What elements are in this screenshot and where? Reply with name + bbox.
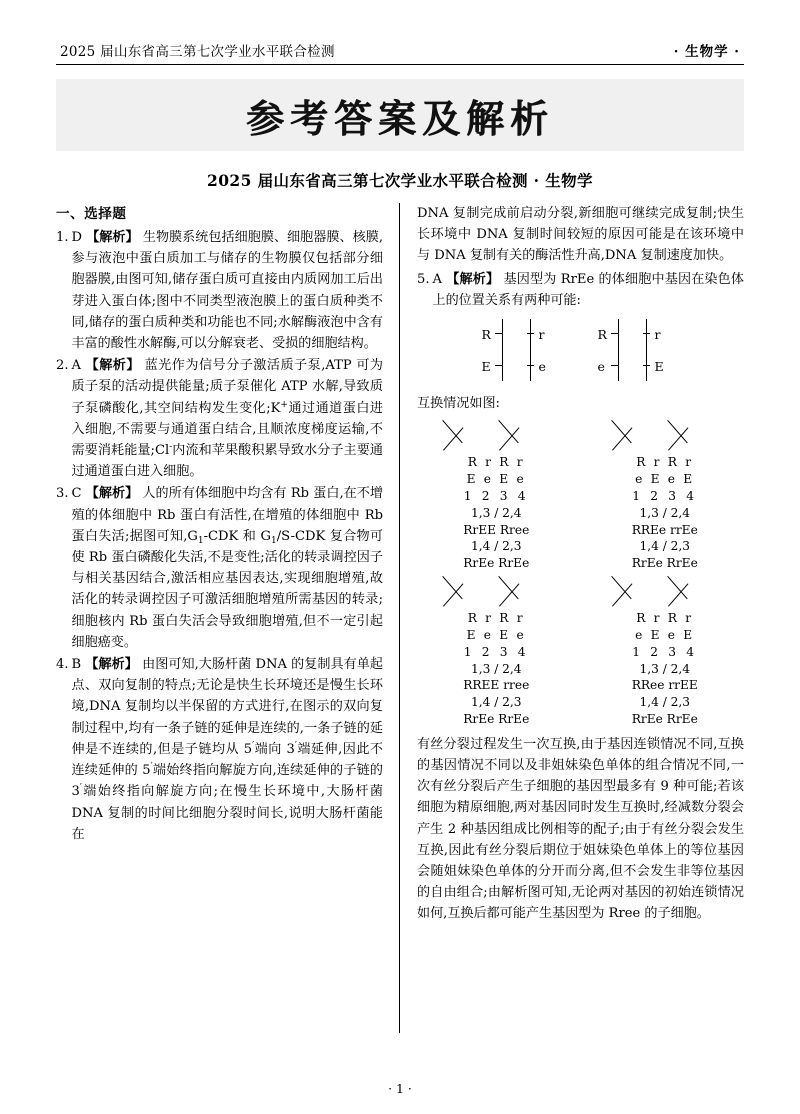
crossover-figure-grid bbox=[417, 420, 744, 728]
exam-subtitle: 2025 届山东省高三第七次学业水平联合检测 · 生物学 bbox=[207, 171, 593, 190]
locus-tick bbox=[643, 365, 650, 366]
page-title: 参考答案及解析 bbox=[245, 96, 554, 141]
result-line: 1,4 / 2,3 bbox=[639, 695, 691, 710]
item-body bbox=[433, 269, 745, 311]
analysis-text: 生物膜系统包括细胞膜、细胞器膜、核膜,参与液泡中蛋白质加工与储存的生物膜仅包括部分细胞器膜,由图可知,储存蛋白质可直接由内质网加工后出芽进入蛋白体;图中不同类型液泡膜上的蛋白质种类不同,储存的蛋白质种类和功能也不同;水解酶液泡中含有丰富的酸性水解酶,可以分解衰老、受损的细胞结构。 bbox=[71, 230, 383, 352]
result-line: 1,4 / 2,3 bbox=[470, 695, 522, 710]
item-answer: B bbox=[71, 657, 82, 673]
superscript-prime: ′ bbox=[79, 783, 82, 794]
chromatid-numbers: 1 2 3 4 bbox=[632, 488, 698, 503]
crossover-bottom-letters: e E e E bbox=[635, 472, 695, 487]
subscript-one: 1 bbox=[271, 535, 277, 546]
crossover-x bbox=[668, 420, 694, 450]
analysis-text-part: 端延伸,因此不连续延伸的 5 bbox=[71, 741, 384, 779]
banner bbox=[56, 79, 744, 151]
chromatid-line bbox=[530, 319, 531, 381]
crossover-x bbox=[612, 576, 638, 606]
answer-item bbox=[56, 355, 383, 482]
right-column bbox=[400, 203, 744, 1033]
analysis-text-part: 蓝光作为信号分子激活质子泵,ATP 可为质子泵的活动提供能量;质子泵催化 ATP 水解,导致质子泵磷酸化,其空间结构发生变化;K bbox=[71, 358, 383, 416]
result-line: RrEe RrEe bbox=[631, 556, 698, 571]
allele-label: r bbox=[538, 327, 545, 343]
result-line: 1,3 / 2,4 bbox=[639, 505, 691, 520]
crossover-x bbox=[499, 576, 525, 606]
analysis-text-part: 端始终指向解旋方向,连续延伸的子链的 3 bbox=[71, 763, 383, 800]
item-answer: A bbox=[432, 271, 442, 287]
allele-label: e bbox=[538, 359, 546, 375]
allele-label: R bbox=[481, 327, 491, 343]
superscript-prime: ′ bbox=[150, 762, 153, 773]
item-number: 1. bbox=[56, 230, 69, 246]
locus-tick bbox=[495, 365, 502, 366]
result-line: 1,4 / 2,3 bbox=[470, 539, 522, 554]
chromosome-diagram-row bbox=[417, 319, 744, 381]
left-column bbox=[56, 203, 400, 1033]
result-line: RRee rrEE bbox=[631, 678, 698, 693]
answer-item bbox=[417, 269, 744, 311]
analysis-label: 【解析】 bbox=[85, 657, 138, 673]
running-head bbox=[56, 40, 744, 65]
allele-label: E bbox=[481, 359, 491, 375]
analysis-label: 【解析】 bbox=[86, 230, 139, 246]
analysis-label: 【解析】 bbox=[85, 486, 139, 502]
crossover-top-letters: R r R r bbox=[636, 611, 694, 626]
crossover-figure-cell bbox=[606, 420, 724, 572]
analysis-text-part: 端向 3 bbox=[254, 741, 295, 757]
allele-label: R bbox=[597, 327, 607, 343]
crossover-bottom-letters: E e E e bbox=[466, 472, 526, 487]
chromosome-position-diagram bbox=[417, 319, 744, 381]
subscript-one: 1 bbox=[197, 535, 204, 546]
item-answer: A bbox=[71, 358, 81, 374]
answer-item bbox=[56, 654, 383, 845]
item-number: 4. bbox=[56, 657, 69, 673]
answer-item bbox=[56, 227, 383, 354]
chromatid-line bbox=[646, 319, 647, 381]
result-line: 1,3 / 2,4 bbox=[470, 661, 522, 676]
result-line: RrEe RrEe bbox=[463, 711, 530, 726]
superscript-plus: + bbox=[280, 399, 288, 410]
running-head-left: 2025 届山东省高三第七次学业水平联合检测 bbox=[60, 44, 335, 60]
chromosome-pair bbox=[482, 319, 564, 381]
crossover-x bbox=[443, 420, 469, 450]
superscript-prime: ′ bbox=[294, 740, 297, 751]
result-line: 1,3 / 2,4 bbox=[639, 661, 691, 676]
item-body bbox=[72, 483, 384, 653]
chromatid-numbers: 1 2 3 4 bbox=[463, 488, 529, 503]
item-body bbox=[72, 227, 384, 354]
crossover-x bbox=[499, 420, 525, 450]
item-answer: D bbox=[71, 230, 82, 246]
superscript-minus: - bbox=[169, 442, 173, 453]
crossover-x bbox=[443, 576, 469, 606]
item-answer: C bbox=[71, 486, 82, 502]
item-number: 5. bbox=[417, 271, 430, 287]
result-line: RREe rrEe bbox=[631, 522, 698, 537]
crossover-caption: 互换情况如图: bbox=[417, 396, 500, 412]
crossover-x bbox=[668, 576, 694, 606]
crossover-sketch bbox=[437, 576, 555, 610]
locus-tick bbox=[527, 333, 534, 334]
allele-label: r bbox=[654, 327, 661, 343]
analysis-label: 【解析】 bbox=[446, 271, 500, 287]
crossover-bottom-letters: e E e E bbox=[635, 627, 695, 642]
analysis-text-part: 内流和苹果酸积累导致水分子主要通过通道蛋白进入细胞。 bbox=[71, 443, 384, 480]
result-line: RrEe RrEe bbox=[463, 556, 530, 571]
locus-tick bbox=[611, 333, 618, 334]
continued-paragraph: DNA 复制完成前启动分裂,新细胞可继续完成复制;快生长环境中 DNA 复制时间较短的原因可能是在该环境中与 DNA 复制有关的酶活性升高,DNA 复制速度加快。 bbox=[417, 206, 744, 264]
item-number: 2. bbox=[56, 358, 69, 374]
allele-label: e bbox=[597, 359, 605, 375]
result-line: 1,4 / 2,3 bbox=[639, 539, 691, 554]
analysis-text-part: /S-CDK 复合物可使 Rb 蛋白磷酸化失活,不是变性;活化的转录调控因子与相关基因结合,激活相应基因表达,实现细胞增殖,故活化的转录调控因子可激活细胞增殖所需基因的转录;细胞核内 Rb 蛋白失活会导致细胞增殖,但不一定引起细胞癌变。 bbox=[71, 528, 383, 650]
analysis-text-part: 人的所有体细胞中均含有 Rb 蛋白,在不增殖的体细胞中 Rb 蛋白有活性,在增殖的体细胞中 Rb 蛋白失活;据图可知,G bbox=[71, 486, 383, 544]
crossover-x bbox=[612, 420, 638, 450]
allele-label: E bbox=[654, 359, 664, 375]
section-heading: 一、选择题 bbox=[56, 206, 127, 222]
answer-item bbox=[56, 483, 383, 653]
result-line: RrEE Rree bbox=[463, 522, 530, 537]
crossover-sketch bbox=[606, 420, 724, 454]
item-body bbox=[72, 355, 384, 482]
result-line: 1,3 / 2,4 bbox=[470, 505, 522, 520]
locus-tick bbox=[495, 333, 502, 334]
locus-tick bbox=[611, 365, 618, 366]
result-line: RREE rree bbox=[463, 678, 530, 693]
chromatid-numbers: 1 2 3 4 bbox=[463, 644, 529, 659]
chromatid-line bbox=[502, 319, 503, 381]
chromatid-line bbox=[618, 319, 619, 381]
analysis-text-part: 端始终指向解旋方向;在慢生长环境中,大肠杆菌 DNA 复制的时间比细胞分裂时间长,说明大肠杆菌能在 bbox=[71, 784, 383, 842]
chromatid-numbers: 1 2 3 4 bbox=[632, 644, 698, 659]
crossover-top-letters: R r R r bbox=[636, 455, 694, 470]
crossover-figure-cell bbox=[437, 420, 555, 572]
two-column-body bbox=[56, 203, 744, 1033]
analysis-text-part: -CDK 和 G bbox=[203, 528, 272, 544]
analysis-label: 【解析】 bbox=[85, 358, 140, 374]
superscript-prime: ′ bbox=[252, 740, 255, 751]
crossover-top-letters: R r R r bbox=[467, 611, 525, 626]
crossover-bottom-letters: E e E e bbox=[466, 627, 526, 642]
item-number: 3. bbox=[56, 486, 69, 502]
crossover-figure-cell bbox=[606, 576, 724, 728]
locus-tick bbox=[527, 365, 534, 366]
crossover-figure-cell bbox=[437, 576, 555, 728]
locus-tick bbox=[643, 333, 650, 334]
page-number: · 1 · bbox=[388, 1081, 412, 1096]
crossover-top-letters: R r R r bbox=[467, 455, 525, 470]
result-line: RrEe RrEe bbox=[631, 711, 698, 726]
analysis-text-part: 通过通道蛋白进入细胞,不需要与通道蛋白结合,且顺浓度梯度运输,不需要消耗能量;Cl bbox=[71, 400, 384, 459]
crossover-sketch bbox=[437, 420, 555, 454]
item-body bbox=[72, 654, 384, 845]
analysis-text: 基因型为 RrEe 的体细胞中基因在染色体上的位置关系有两种可能: bbox=[432, 271, 744, 308]
analysis-text-part: 由图可知,大肠杆菌 DNA 的复制具有单起点、双向复制的特点;无论是快生长环境还是慢生长环境,DNA 复制均以半保留的方式进行,在图示的双向复制过程中,均有一条子链的延伸是连续的,一条子链的延伸是不连续的,但是子链均从 5 bbox=[71, 657, 383, 757]
crossover-sketch bbox=[606, 576, 724, 610]
chromosome-pair bbox=[598, 319, 680, 381]
analysis-tail-paragraph: 有丝分裂过程发生一次互换,由于基因连锁情况不同,互换的基因情况不同以及非姐妹染色单体的组合情况不同,一次有丝分裂后产生子细胞的基因型最多有 9 种可能;若该细胞为精原细胞,两对基因同时发生互换时,经减数分裂会产生 2 种基因组成比例相等的配子;由于有丝分裂会发生互换,因此有丝分裂后期位于姐妹染色单体上的等位基因会随姐妹染色单体的分开而分离,但不会发生非等位基因的自由组合;由解析图可知,无论两对基因的初始连锁情况如何,互换后都可能产生基因型为 Rree 的子细胞。 bbox=[417, 736, 744, 922]
running-head-right: · 生物学 · bbox=[673, 44, 740, 60]
